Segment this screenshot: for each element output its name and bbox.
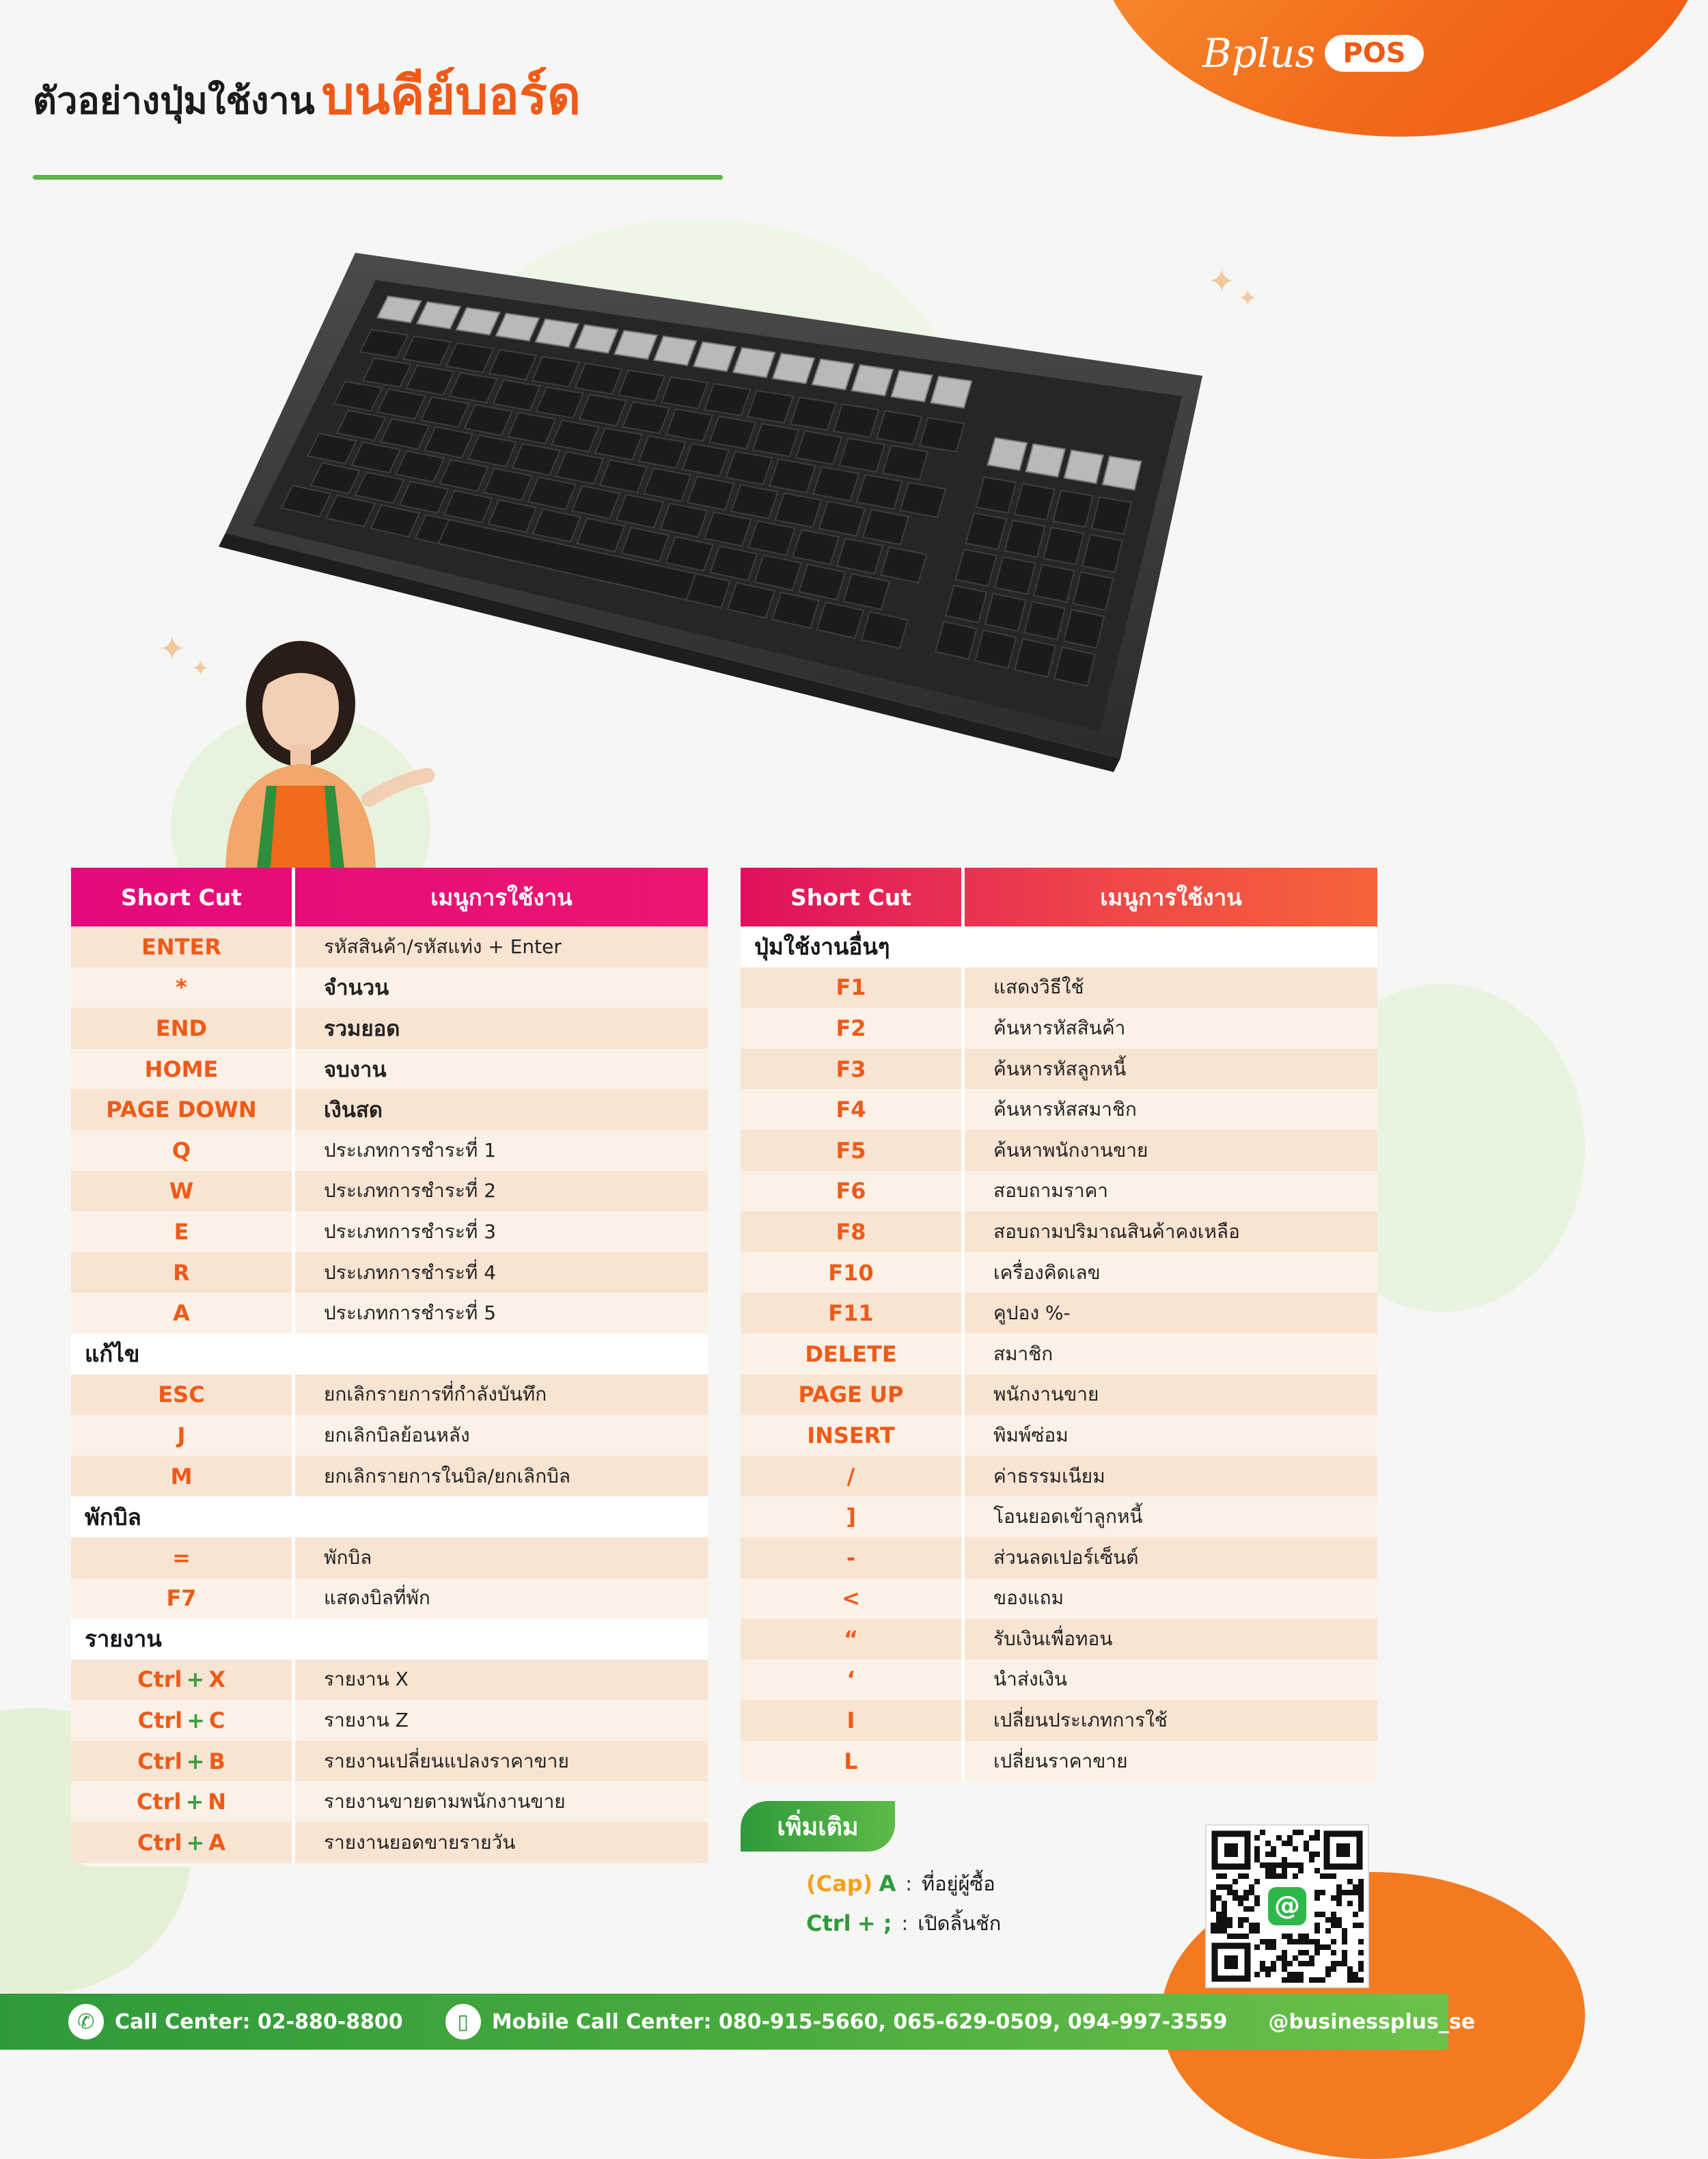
table-row [71, 1660, 708, 1701]
plus-sign: + [185, 1789, 204, 1815]
menu-description: รายงาน X [295, 1660, 708, 1701]
page-title [33, 55, 581, 137]
table-row [741, 1049, 1377, 1090]
plus-sign: + [186, 1748, 205, 1774]
table-header [741, 868, 1377, 926]
shortcut-key: = [71, 1537, 295, 1578]
header-shortcut: Short Cut [741, 868, 965, 926]
shortcut-key: - [741, 1537, 965, 1578]
table-row [71, 967, 708, 1008]
mobile-call-center[interactable] [445, 2004, 1228, 2039]
shortcut-key: Q [71, 1130, 295, 1171]
menu-description: ยกเลิกบิลย้อนหลัง [295, 1415, 708, 1456]
shortcut-key: F6 [741, 1171, 965, 1212]
header-menu: เมนูการใช้งาน [430, 883, 573, 911]
shortcut-key: “ [741, 1619, 965, 1660]
sparkle-icon: ✦ [191, 655, 210, 681]
shortcut-key: L [741, 1741, 965, 1782]
shortcut-table-right [741, 868, 1377, 1783]
menu-description: โอนยอดเข้าลูกหนี้ [965, 1496, 1377, 1537]
shortcut-key: F7 [71, 1578, 295, 1619]
menu-description: แสดงวิธีใช้ [965, 967, 1377, 1008]
brand-logo [1202, 25, 1424, 82]
table-row [71, 1049, 708, 1090]
menu-description: ประเภทการชำระที่ 4 [295, 1252, 708, 1293]
brand-pill: POS [1325, 35, 1423, 72]
call-center-text: Call Center: 02-880-8800 [115, 2009, 403, 2034]
title-part1: ตัวอย่างปุ่มใช้งาน [33, 79, 315, 122]
call-center[interactable] [68, 2004, 403, 2039]
more-item [806, 1868, 995, 1899]
shortcut-key: ESC [71, 1375, 295, 1416]
menu-description: พนักงานขาย [965, 1375, 1377, 1416]
more-sep: : [905, 1872, 912, 1895]
table-row [741, 1741, 1377, 1782]
section-rows [71, 1375, 708, 1497]
shortcut-key: DELETE [741, 1334, 965, 1375]
shortcut-table-left [71, 868, 708, 1867]
menu-description: จำนวน [295, 967, 708, 1008]
header-menu: เมนูการใช้งาน [1100, 883, 1242, 911]
table-row [71, 1252, 708, 1293]
table-row [71, 1578, 708, 1619]
shortcut-key: J [71, 1415, 295, 1456]
table-header [71, 868, 708, 926]
sparkle-icon: ✦ [159, 630, 187, 668]
table-row [741, 1334, 1377, 1375]
menu-description: ส่วนลดเปอร์เซ็นต์ [965, 1537, 1377, 1578]
shortcut-letter: C [208, 1707, 225, 1734]
menu-description: ยกเลิกรายการในบิล/ยกเลิกบิล [295, 1456, 708, 1497]
menu-description: ของแถม [965, 1578, 1377, 1619]
menu-description: คูปอง %- [965, 1293, 1377, 1334]
table-row [741, 1619, 1377, 1660]
table-row [71, 1537, 708, 1578]
more-text: เปิดลิ้นชัก [918, 1912, 1002, 1935]
table-row [71, 1089, 708, 1130]
menu-description: สมาชิก [965, 1334, 1377, 1375]
more-key-prefix: Ctrl [806, 1910, 851, 1936]
table-row [71, 1008, 708, 1049]
table-row [741, 967, 1377, 1008]
shortcut-key: ENTER [71, 926, 295, 967]
table-row [741, 1008, 1377, 1049]
menu-description: สอบถามปริมาณสินค้าคงเหลือ [965, 1211, 1377, 1252]
shortcut-key: INSERT [741, 1415, 965, 1456]
more-sep: : [901, 1912, 909, 1935]
shortcut-letter: N [208, 1789, 227, 1815]
menu-description: นำส่งเงิน [965, 1660, 1377, 1701]
shortcut-key: R [71, 1252, 295, 1293]
title-part2: บนคีย์บอร์ด [321, 65, 581, 126]
table-row [741, 1293, 1377, 1334]
shortcut-key [71, 1822, 295, 1863]
menu-description: ค้นหารหัสสมาชิก [965, 1089, 1377, 1130]
mascot-illustration [198, 642, 444, 875]
sparkle-icon: ✦ [1208, 262, 1236, 301]
table-row [71, 1293, 708, 1334]
shortcut-key: * [71, 967, 295, 1008]
menu-description: ประเภทการชำระที่ 2 [295, 1171, 708, 1212]
table-row [71, 1700, 708, 1741]
menu-description: แสดงบิลที่พัก [295, 1578, 708, 1619]
shortcut-key: F11 [741, 1293, 965, 1334]
table-row [71, 1415, 708, 1456]
menu-description: พักบิล [295, 1537, 708, 1578]
table-row [741, 1660, 1377, 1701]
menu-description: ค้นหารหัสลูกหนี้ [965, 1049, 1377, 1090]
table-row [741, 1456, 1377, 1497]
shortcut-key [71, 1741, 295, 1782]
phone-icon: ✆ [68, 2004, 104, 2039]
shortcut-modifier: Ctrl [137, 1707, 183, 1734]
menu-description: ค้นหาพนักงานขาย [965, 1130, 1377, 1171]
menu-description: ประเภทการชำระที่ 5 [295, 1293, 708, 1334]
mobile-text: Mobile Call Center: 080-915-5660, 065-629-0509, 094-997-3559 [491, 2009, 1228, 2034]
plus-sign: + [186, 1829, 205, 1856]
menu-description: รับเงินเพื่อทอน [965, 1619, 1377, 1660]
table-row [741, 1252, 1377, 1293]
shortcut-key: F5 [741, 1130, 965, 1171]
shortcut-key: HOME [71, 1049, 295, 1090]
table-row [71, 926, 708, 967]
shortcut-modifier: Ctrl [137, 1748, 182, 1774]
table-row [71, 1741, 708, 1782]
table-row [71, 1211, 708, 1252]
section-title: รายงาน [71, 1619, 708, 1660]
table-body [71, 926, 708, 1863]
table-row [741, 1171, 1377, 1212]
table-row [741, 1578, 1377, 1619]
section-rows [71, 926, 708, 1334]
more-key-prefix: (Cap) [806, 1871, 873, 1897]
table-row [741, 1537, 1377, 1578]
shortcut-key: PAGE UP [741, 1375, 965, 1416]
shortcut-key: M [71, 1456, 295, 1497]
shortcut-key: F10 [741, 1252, 965, 1293]
menu-description: รายงานเปลี่ยนแปลงราคาขาย [295, 1741, 708, 1782]
shortcut-key: ] [741, 1496, 965, 1537]
menu-description: เปลี่ยนประเภทการใช้ [965, 1700, 1377, 1741]
section-title: แก้ไข [71, 1334, 708, 1375]
shortcut-key: A [71, 1293, 295, 1334]
table-row [71, 1375, 708, 1416]
menu-description: รายงานขายตามพนักงานขาย [295, 1781, 708, 1822]
table-row [71, 1456, 708, 1497]
menu-description: รวมยอด [295, 1008, 708, 1049]
social-handle[interactable] [1269, 2010, 1476, 2034]
shortcut-key: E [71, 1211, 295, 1252]
shortcut-modifier: Ctrl [137, 1829, 182, 1856]
shortcut-key [71, 1660, 295, 1701]
table-row [741, 1089, 1377, 1130]
table-row [741, 1700, 1377, 1741]
shortcut-key [71, 1700, 295, 1741]
shortcut-modifier: Ctrl [136, 1789, 182, 1815]
shortcut-key: END [71, 1008, 295, 1049]
shortcut-key: F1 [741, 967, 965, 1008]
section-rows [741, 967, 1377, 1782]
shortcut-key: F4 [741, 1089, 965, 1130]
section-rows [71, 1660, 708, 1863]
brand-script: Bplus [1202, 30, 1316, 77]
table-row [741, 1415, 1377, 1456]
shortcut-letter: A [208, 1829, 226, 1856]
table-row [741, 1375, 1377, 1416]
qr-code[interactable] [1207, 1826, 1368, 1987]
table-row [71, 1130, 708, 1171]
title-underline [33, 175, 723, 180]
section-rows [71, 1537, 708, 1619]
shortcut-key: ‘ [741, 1660, 965, 1701]
shortcut-letter: X [208, 1666, 225, 1693]
social-text: @businessplus_se [1268, 2009, 1476, 2034]
more-key: + ; [857, 1910, 892, 1936]
table-body [741, 926, 1377, 1781]
table-row [741, 1130, 1377, 1171]
table-row [741, 1496, 1377, 1537]
menu-description: ประเภทการชำระที่ 3 [295, 1211, 708, 1252]
more-text: ที่อยู่ผู้ซื้อ [922, 1872, 995, 1895]
section-title: พักบิล [71, 1496, 708, 1537]
more-key: A [879, 1871, 896, 1897]
more-label: เพิ่มเติม [741, 1801, 895, 1852]
footer [0, 1994, 1476, 2050]
shortcut-key: W [71, 1171, 295, 1212]
shortcut-key: I [741, 1700, 965, 1741]
shortcut-key: / [741, 1456, 965, 1497]
svg-text:@: @ [1274, 1890, 1300, 1921]
menu-description: ค่าธรรมเนียม [965, 1456, 1377, 1497]
shortcut-letter: B [208, 1748, 225, 1774]
more-item [806, 1908, 1001, 1939]
menu-description: สอบถามราคา [965, 1171, 1377, 1212]
menu-description: ยกเลิกรายการที่กำลังบันทึก [295, 1375, 708, 1416]
plus-sign: + [186, 1666, 205, 1693]
table-row [71, 1822, 708, 1863]
shortcut-key: F2 [741, 1008, 965, 1049]
menu-description: ประเภทการชำระที่ 1 [295, 1130, 708, 1171]
table-row [71, 1171, 708, 1212]
menu-description: จบงาน [295, 1049, 708, 1090]
header-shortcut: Short Cut [71, 868, 295, 926]
shortcut-key: F8 [741, 1211, 965, 1252]
section-title: ปุ่มใช้งานอื่นๆ [741, 926, 1377, 967]
shortcut-key: F3 [741, 1049, 965, 1090]
sparkle-icon: ✦ [1238, 285, 1258, 312]
menu-description: เงินสด [295, 1089, 708, 1130]
shortcut-key [71, 1781, 295, 1822]
plus-sign: + [187, 1707, 205, 1734]
menu-description: พิมพ์ซ่อม [965, 1415, 1377, 1456]
shortcut-modifier: Ctrl [137, 1666, 182, 1693]
table-row [71, 1781, 708, 1822]
menu-description: เปลี่ยนราคาขาย [965, 1741, 1377, 1782]
mobile-icon: ▯ [445, 2004, 481, 2039]
shortcut-key: < [741, 1578, 965, 1619]
menu-description: ค้นหารหัสสินค้า [965, 1008, 1377, 1049]
shortcut-key: PAGE DOWN [71, 1089, 295, 1130]
menu-description: รายงานยอดขายรายวัน [295, 1822, 708, 1863]
menu-description: รหัสสินค้า/รหัสแท่ง + Enter [295, 926, 708, 967]
menu-description: เครื่องคิดเลข [965, 1252, 1377, 1293]
menu-description: รายงาน Z [295, 1700, 708, 1741]
table-row [741, 1211, 1377, 1252]
